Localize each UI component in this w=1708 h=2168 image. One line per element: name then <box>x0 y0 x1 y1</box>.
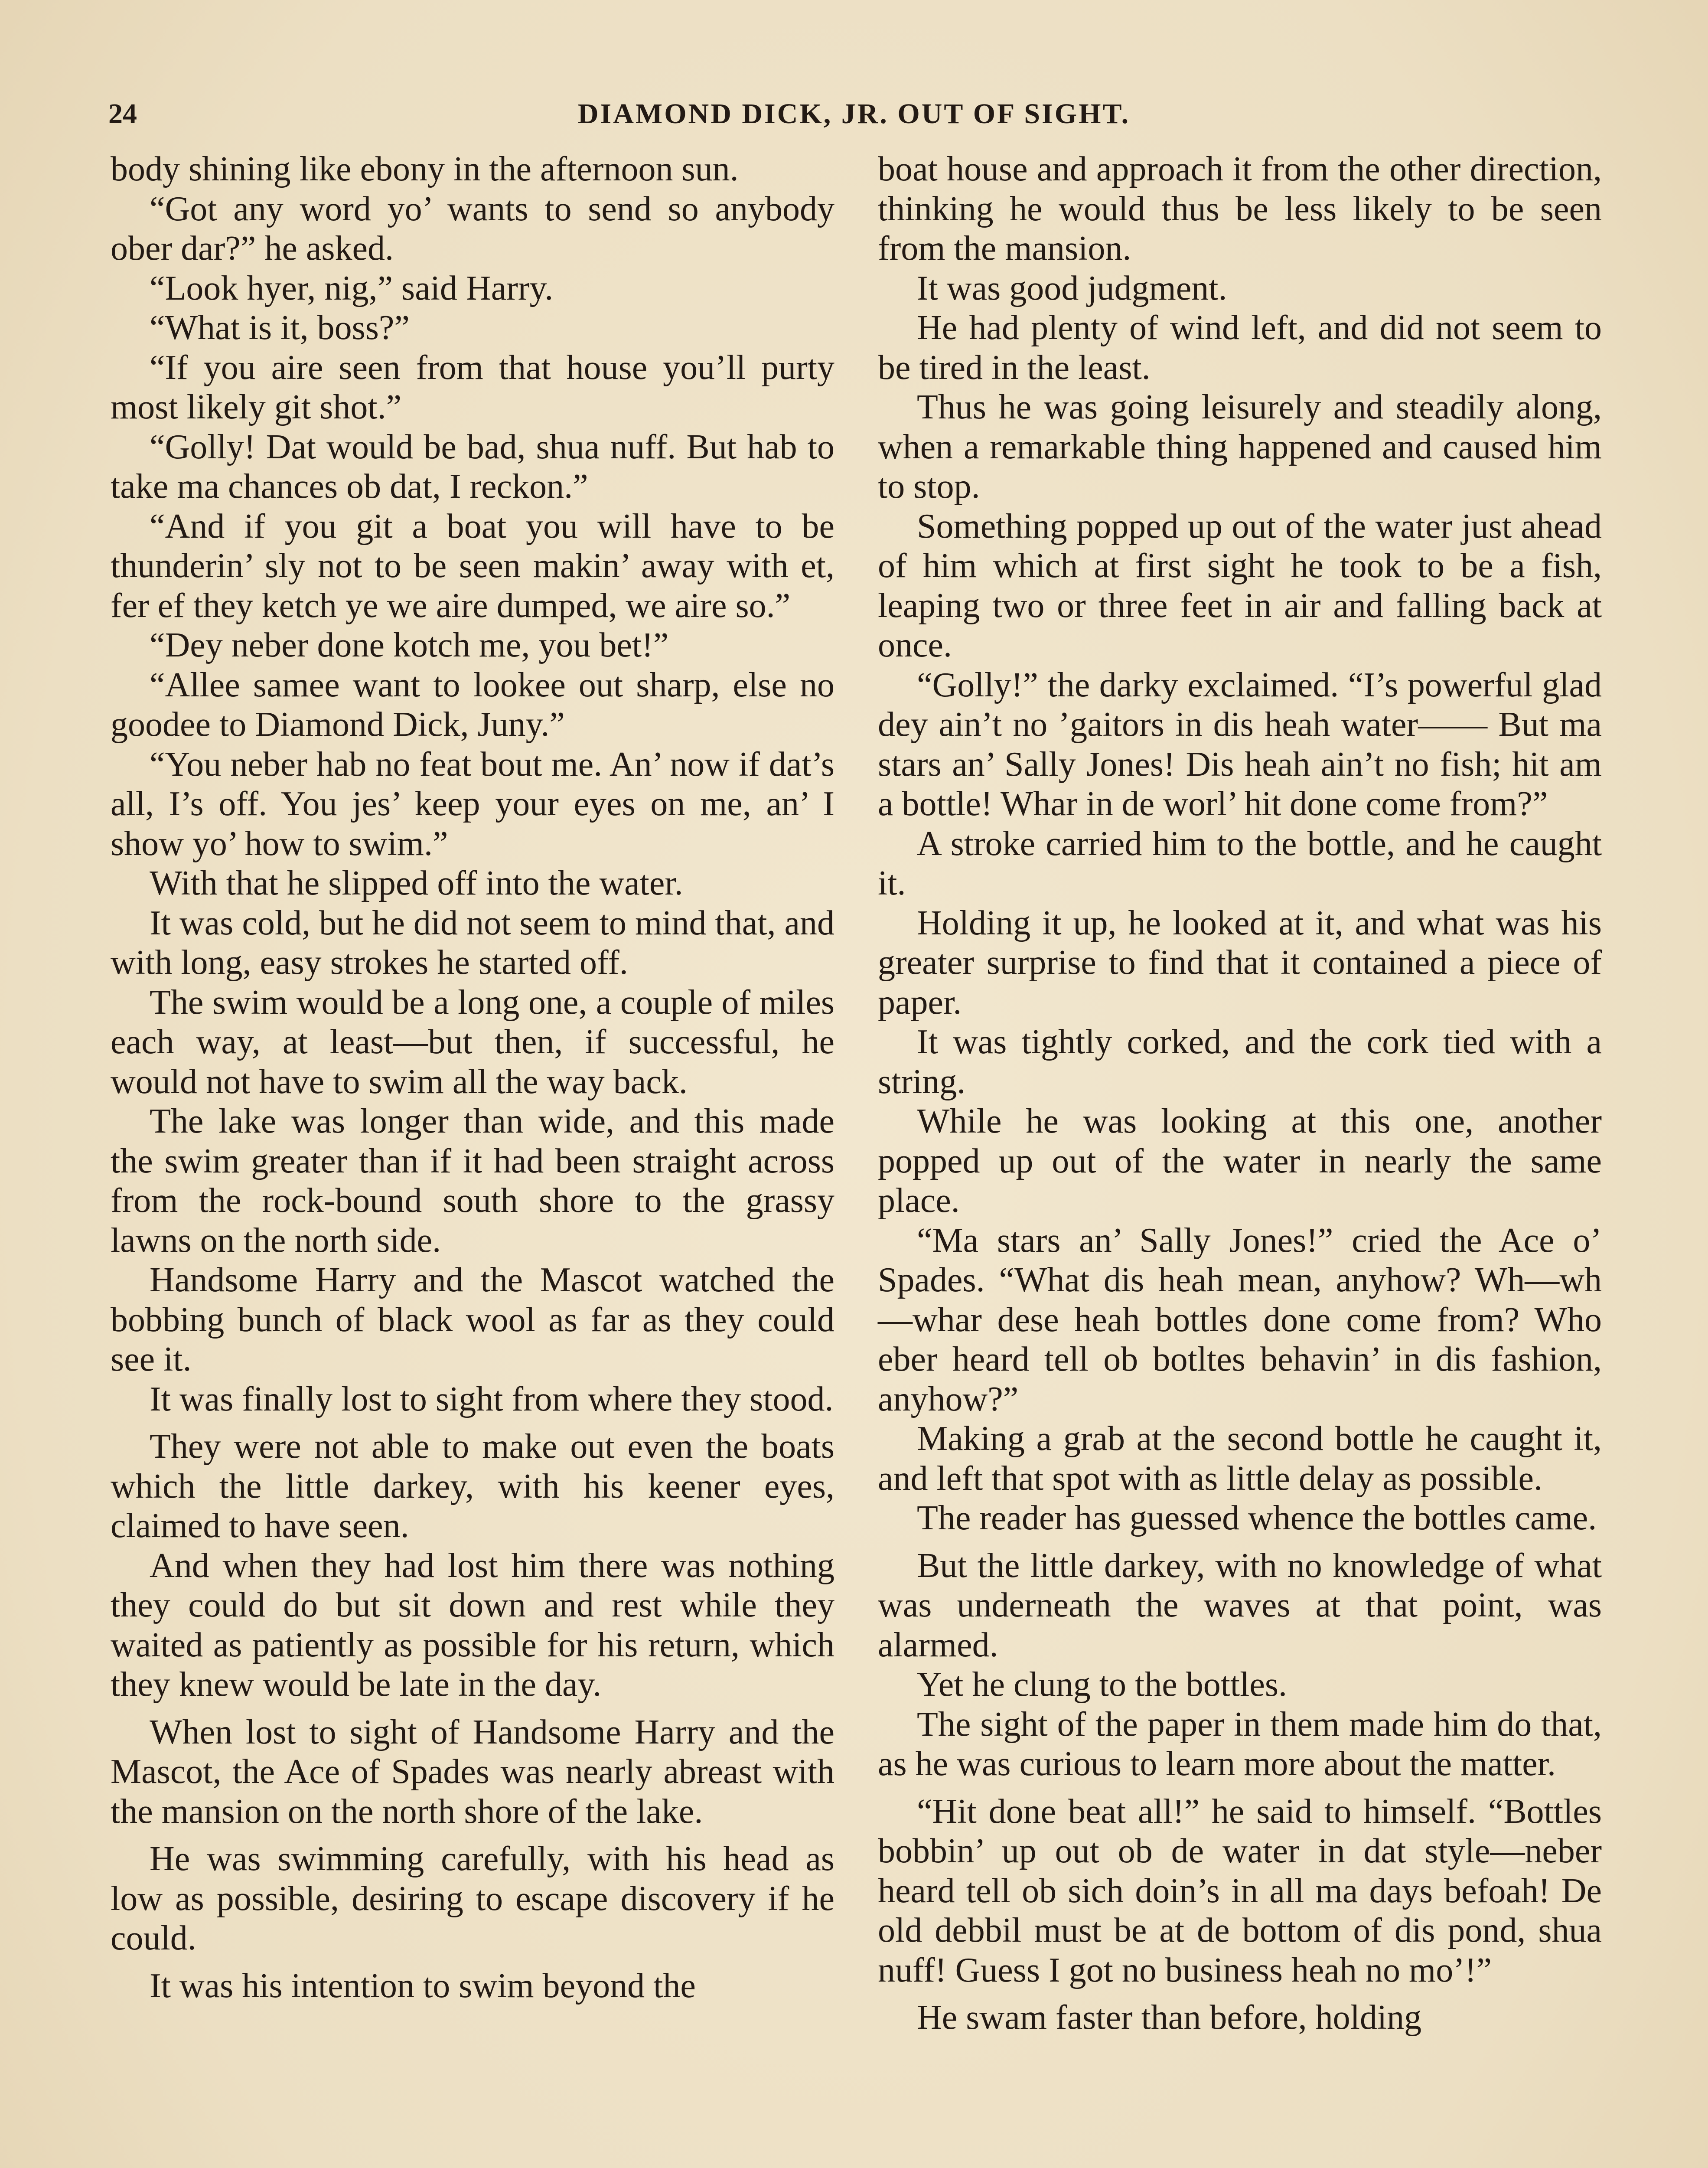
paragraph: “If you aire seen from that house you’ll purty most likely git shot.” <box>111 348 834 426</box>
paragraph: “Golly!” the darky exclaimed. “I’s powerful glad dey ain’t no ’gaitors in dis heah water—— But ma stars an’ Sally Jones! Dis heah ain’t no fish; hit am a bottle! Whar in de worl’ hit done come from?” <box>878 666 1602 823</box>
running-head: DIAMOND DICK, JR. OUT OF SIGHT. <box>577 98 1131 130</box>
paragraph: With that he slipped off into the water. <box>150 864 683 902</box>
paragraph: The swim would be a long one, a couple of miles each way, at least—but then, if successful, he would not have to swim all the way back. <box>111 983 834 1101</box>
paragraph: “And if you git a boat you will have to be thunderin’ sly not to be seen makin’ away with et, fer ef they ketch ye we aire dumped, we aire so.” <box>111 507 834 625</box>
paragraph: They were not able to make out even the boats which the little darkey, with his keener eyes, claimed to have seen. <box>111 1427 834 1545</box>
paragraph: The lake was longer than wide, and this made the swim greater than if it had been straight across from the rock-bound south shore to the grassy lawns on the north side. <box>111 1102 834 1260</box>
paragraph: It was cold, but he did not seem to mind that, and with long, easy strokes he started off. <box>111 904 834 982</box>
paragraph: Holding it up, he looked at it, and what was his greater surprise to find that it contained a piece of paper. <box>878 904 1602 1022</box>
paragraph: “Allee samee want to lookee out sharp, else no goodee to Diamond Dick, Juny.” <box>111 666 834 744</box>
right-column <box>878 150 1602 2038</box>
paragraph: While he was looking at this one, another popped up out of the water in nearly the same place. <box>878 1102 1602 1220</box>
paragraph: Something popped up out of the water just ahead of him which at first sight he took to be a fish, leaping two or three feet in air and falling back at once. <box>878 507 1602 664</box>
paragraph: “Look hyer, nig,” said Harry. <box>150 269 554 307</box>
paragraph: “You neber hab no feat bout me. An’ now if dat’s all, I’s off. You jes’ keep your eyes on me, an’ I show yo’ how to swim.” <box>111 745 834 863</box>
paragraph: And when they had lost him there was nothing they could do but sit down and rest while they waited as patiently as possible for his return, which they knew would be late in the day. <box>111 1546 834 1704</box>
paragraph: It was tightly corked, and the cork tied with a string. <box>878 1023 1602 1101</box>
paragraph: When lost to sight of Handsome Harry and the Mascot, the Ace of Spades was nearly abreast with the mansion on the north shore of the lake. <box>111 1713 834 1831</box>
paragraph: Thus he was going leisurely and steadily along, when a remarkable thing happened and caused him to stop. <box>878 388 1602 506</box>
paragraph: “Got any word yo’ wants to send so anybody ober dar?” he asked. <box>111 189 834 268</box>
paragraph: Yet he clung to the bottles. <box>917 1665 1288 1704</box>
paragraph: The sight of the paper in them made him do that, as he was curious to learn more about the matter. <box>878 1705 1602 1783</box>
paragraph: “Ma stars an’ Sally Jones!” cried the Ace o’ Spades. “What dis heah mean, anyhow? Wh—wh—whar dese heah bottles done come from? Who eber heard tell ob botltes behavin’ in dis fashion, anyhow?” <box>878 1221 1602 1418</box>
paragraph: body shining like ebony in the afternoon sun. <box>111 150 739 188</box>
paragraph: He swam faster than before, holding <box>917 1998 1422 2037</box>
paragraph: The reader has guessed whence the bottles came. <box>917 1499 1597 1537</box>
paragraph: boat house and approach it from the other direction, thinking he would thus be less likely to be seen from the mansion. <box>878 150 1602 268</box>
page-number: 24 <box>108 98 137 130</box>
left-column <box>111 150 834 2006</box>
paragraph: “Hit done beat all!” he said to himself. “Bottles bobbin’ up out ob de water in dat style—neber heard tell ob sich doin’s in all ma days befoah! De old debbil must be at de bottom of dis pond, shua nuff! Guess I got no business heah no mo’!” <box>878 1792 1602 1989</box>
paragraph: He was swimming carefully, with his head as low as possible, desiring to escape discovery if he could. <box>111 1840 834 1957</box>
paragraph: “What is it, boss?” <box>150 309 410 347</box>
paragraph: “Dey neber done kotch me, you bet!” <box>150 626 669 664</box>
paragraph: A stroke carried him to the bottle, and he caught it. <box>878 824 1602 902</box>
paragraph: “Golly! Dat would be bad, shua nuff. But hab to take ma chances ob dat, I reckon.” <box>111 428 834 506</box>
paragraph: Making a grab at the second bottle he caught it, and left that spot with as little delay as possible. <box>878 1420 1602 1498</box>
page-header <box>108 98 1600 137</box>
paragraph: But the little darkey, with no knowledge of what was underneath the waves at that point, was alarmed. <box>878 1546 1602 1664</box>
paragraph: It was good judgment. <box>917 269 1227 307</box>
paragraph: It was finally lost to sight from where they stood. <box>150 1380 834 1418</box>
paragraph: It was his intention to swim beyond the <box>150 1966 696 2005</box>
paragraph: Handsome Harry and the Mascot watched the bobbing bunch of black wool as far as they could see it. <box>111 1261 834 1378</box>
paragraph: He had plenty of wind left, and did not seem to be tired in the least. <box>878 309 1602 387</box>
